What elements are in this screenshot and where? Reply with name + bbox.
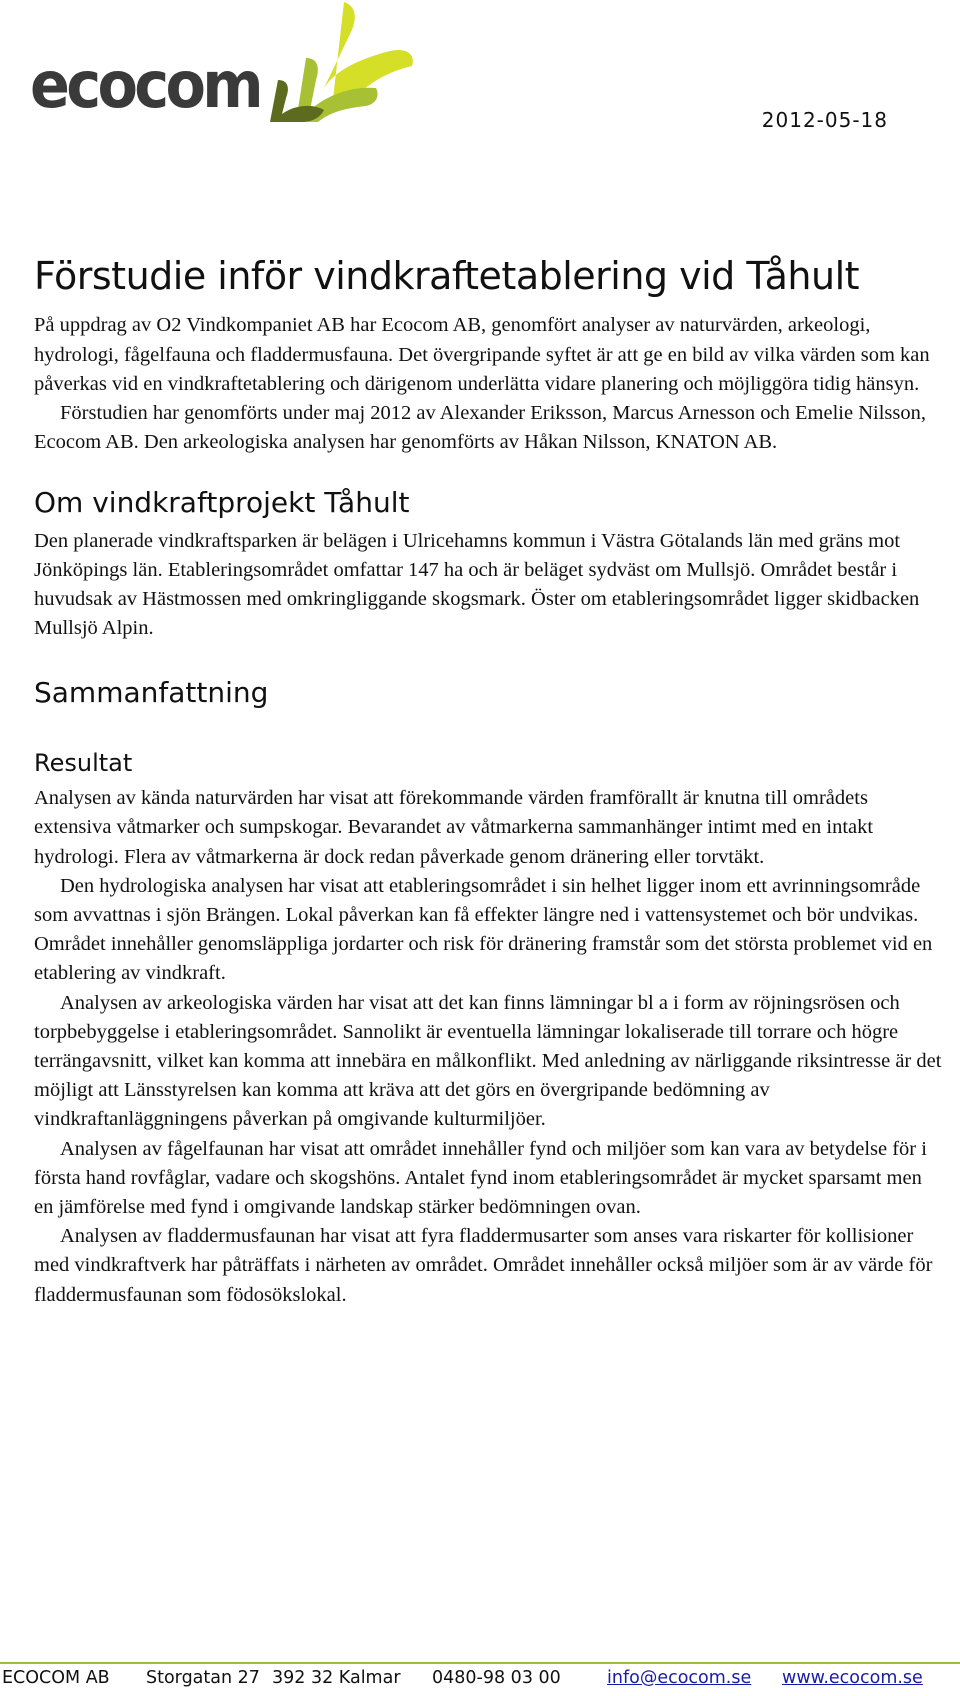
results-paragraph: Analysen av kända naturvärden har visat att förekommande värden framförallt är knutna till områdets extensiva våtmarker och sumpskogar. Bevarandet av våtmarkerna sammanhänger intimt med en intakt hydrologi. Flera av våtmarkerna är dock redan påverkade genom dränering eller torvtäkt. [34,787,874,868]
document-title: Förstudie inför vindkraftetablering vid Tåhult [34,254,860,298]
results-paragraph: Analysen av arkeologiska värden har visat att det kan finns lämningar bl a i form av röjningsrösen och torpbebyggelse i etableringsområdet. Sannolikt är eventuella lämningar lokaliserade till torrare och högre terrängavsnitt, vilket kan komma att innebära en målkonflikt. Med anledning av närliggande riksintresse är det möjligt att Länsstyrelsen kan komma att kräva att det görs en övergripande bedömning av vindkraftanläggningens påverkan på omgivande kulturmiljöer. [34,991,942,1131]
results-paragraph: Analysen av fågelfaunan har visat att området innehåller fynd och miljöer som kan vara av betydelse för i första hand rovfåglar, vadare och skogshöns. Antalet fynd inom etableringsområdet är mycket sparsamt men en jämförelse med fynd i omgivande landskap stärker bedömningen ovan. [34,1137,927,1219]
results-paragraph: Analysen av fladdermusfaunan har visat att fyra fladdermusarter som anses vara riskarter för kollisioner med vindkraftverk har påträffats i närheten av området. Området innehåller också miljöer som är av värde för fladdermusfaunan som födosökslokal. [34,1225,933,1306]
document-date: 2012-05-18 [761,108,888,132]
footer-website-link[interactable]: www.ecocom.se [782,1668,923,1688]
intro-paragraph: På uppdrag av O2 Vindkompaniet AB har Ecocom AB, genomfört analyser av naturvärden, arkeologi, hydrologi, fågelfauna och fladdermusfauna. Det övergripande syftet är att ge en bild av vilka värden som kan påverkas vid en vindkraftetablering och därigenom underlätta vidare planering och möjliggöra tidig hänsyn. [34,314,930,395]
logo-wordmark: ecocom [30,49,260,123]
document-body [34,252,946,1310]
footer-street: Storgatan 27 [146,1668,260,1688]
results-heading: Resultat [34,748,133,777]
leaf-dark [270,80,324,122]
footer-phone: 0480-98 03 00 [432,1668,561,1688]
results-paragraph: Den hydrologiska analysen har visat att etableringsområdet i sin helhet ligger inom ett avrinningsområde som avvattnas i sjön Brängen. Lokal påverkan kan få effekter längre ned i vattensystemet och bör undvikas. Området innehåller genomsläppliga jordarter och risk för dränering framstår som det största problemet vid en etablering av vindkraft. [34,874,933,985]
page-header [0,0,960,150]
ecocom-logo [30,0,410,130]
footer-company: ECOCOM AB [2,1668,110,1688]
footer-postal: 392 32 Kalmar [272,1668,401,1688]
project-paragraph: Den planerade vindkraftsparken är belägen i Ulricehamns kommun i Västra Götalands län med gräns mot Jönköpings län. Etableringsområdet omfattar 147 ha och är beläget sydväst om Mullsjö. Området består i huvudsak av Hästmossen med omkringliggande skogsmark. Öster om etableringsområdet ligger skidbacken Mullsjö Alpin. [34,529,920,640]
footer-email-link[interactable]: info@ecocom.se [607,1668,752,1688]
leaf-icon [266,0,426,125]
page-footer [0,1668,960,1694]
project-heading: Om vindkraftprojekt Tåhult [34,486,410,520]
summary-heading: Sammanfattning [34,676,269,710]
intro-paragraph: Förstudien har genomförts under maj 2012 av Alexander Eriksson, Marcus Arnesson och Emelie Nilsson, Ecocom AB. Den arkeologiska analysen har genomförts av Håkan Nilsson, KNATON AB. [34,402,926,454]
footer-divider [0,1662,960,1664]
